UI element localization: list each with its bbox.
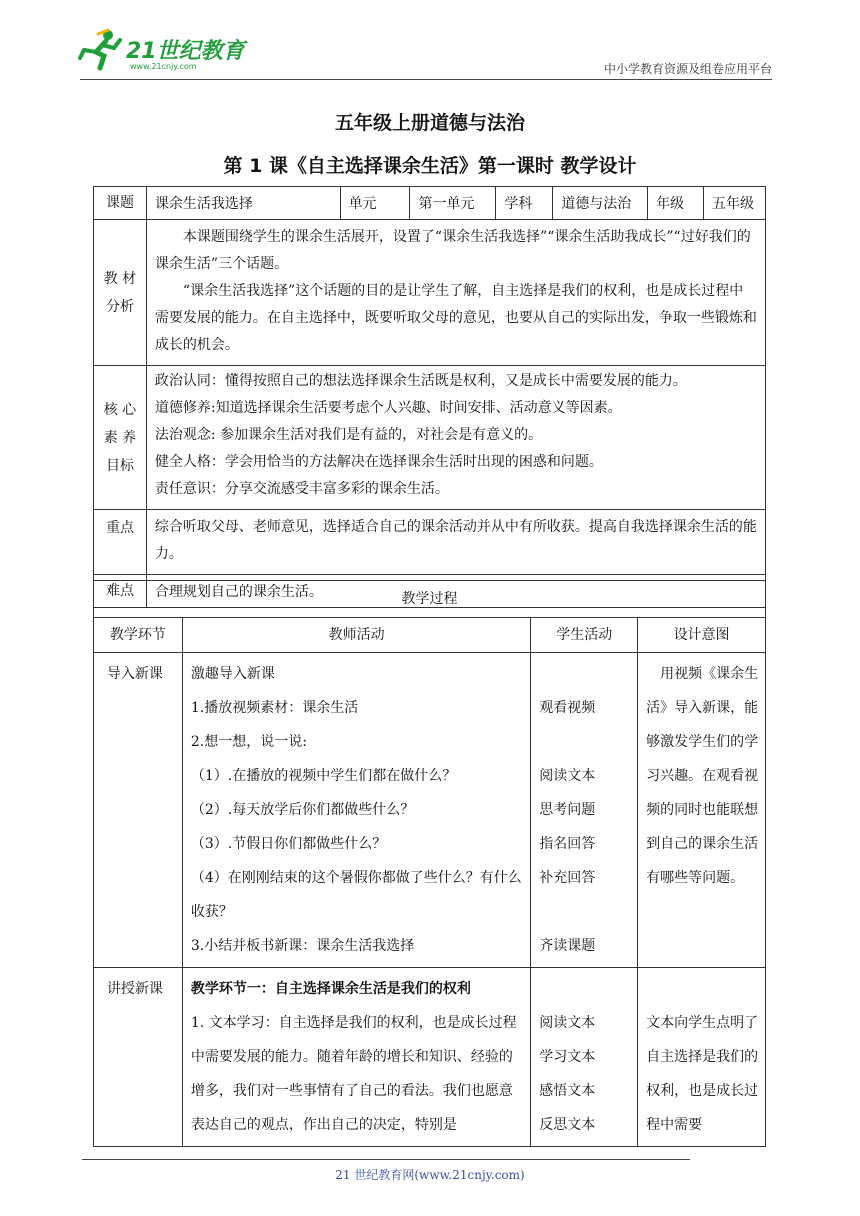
- platform-name: 中小学教育资源及组卷应用平台: [603, 62, 772, 76]
- teacher-line: （2）.每天放学后你们都做些什么？: [190, 802, 415, 818]
- goals-label: 核 心 素 养 目标: [94, 366, 147, 510]
- process-heading-row: [94, 581, 766, 618]
- student-line: 补充回答: [539, 870, 596, 886]
- student-line: [539, 657, 631, 691]
- topic-value: 课余生活我选择: [146, 187, 340, 220]
- key-content: 综合听取父母、老师意见，选择适合自己的课余活动并从中有所收获。提高自我选择课余生活的能力。: [146, 510, 765, 575]
- logo-text: 21世纪教育: [126, 39, 245, 64]
- difficulty-label: 难点: [94, 575, 147, 608]
- goals-content: [146, 366, 765, 510]
- student-line: 阅读文本: [539, 768, 596, 784]
- teacher-line: （4）在刚刚结束的这个暑假你都做了些什么？有什么收获？: [190, 870, 522, 920]
- student-line: 观看视频: [539, 700, 596, 716]
- info-row-goals: [94, 366, 766, 510]
- unit-label: 单元: [340, 187, 410, 220]
- col-stage: 教学环节: [94, 618, 183, 653]
- student-line: [539, 895, 631, 929]
- lesson-info-table: [93, 186, 766, 608]
- runner-logo-icon: [78, 28, 124, 72]
- unit-value: 第一单元: [410, 187, 496, 220]
- footer-link[interactable]: 21 世纪教育网(www.21cnjy.com): [335, 1168, 525, 1182]
- student-line: 学习文本: [539, 1049, 596, 1065]
- stage-new-lesson: 讲授新课: [94, 968, 183, 1147]
- teaching-process-table: [93, 580, 766, 1147]
- lesson-title: 第 1 课《自主选择课余生活》第一课时 教学设计: [223, 155, 637, 177]
- student-line: 感悟文本: [539, 1083, 596, 1099]
- page-header: [0, 0, 860, 80]
- student-line: [539, 725, 631, 759]
- teacher-line: 1.播放视频素材：课余生活: [190, 700, 359, 716]
- student-line: 齐读课题: [539, 938, 596, 954]
- goal-item: 政治认同：懂得按照自己的想法选择课余生活既是权利，又是成长中需要发展的能力。: [154, 373, 687, 389]
- page-title: 五年级上册道德与法治: [334, 112, 525, 134]
- process-row-new-lesson: [94, 968, 766, 1147]
- info-row-key: [94, 510, 766, 575]
- col-intent: 设计意图: [638, 618, 766, 653]
- process-row-intro: [94, 653, 766, 968]
- col-student: 学生活动: [531, 618, 638, 653]
- goal-item: 法治观念: 参加课余生活对我们是有益的，对社会是有意义的。: [154, 427, 543, 443]
- student-activity-intro: [531, 653, 638, 968]
- design-intent-new-lesson: 文本向学生点明了自主选择是我们的权利，也是成长过程中需要: [638, 968, 766, 1147]
- student-line: [539, 972, 631, 1006]
- student-line: 反思文本: [539, 1117, 596, 1133]
- analysis-label: 教 材 分析: [94, 220, 147, 366]
- teacher-line: （3）.节假日你们都做些什么？: [190, 836, 387, 852]
- section-heading: 教学环节一：自主选择课余生活是我们的权利: [190, 981, 471, 997]
- site-logo: [78, 28, 258, 74]
- info-row-analysis: [94, 220, 766, 366]
- teacher-line: 激趣导入新课: [190, 666, 275, 682]
- analysis-content: [146, 220, 765, 366]
- subject-label: 学科: [496, 187, 553, 220]
- col-teacher: 教师活动: [182, 618, 530, 653]
- logo-url: www.21cnjy.com: [130, 62, 197, 71]
- student-line: 指名回答: [539, 836, 596, 852]
- stage-intro: 导入新课: [94, 653, 183, 968]
- analysis-paragraph-2: “课余生活我选择”这个话题的目的是让学生了解，自主选择是我们的权利，也是成长过程中需要发展的能力。在自主选择中，既要听取父母的意见，也要从自己的实际出发，争取一些锻炼和成长的机会。: [154, 283, 757, 353]
- goal-item: 健全人格：学会用恰当的方法解决在选择课余生活时出现的困惑和问题。: [154, 454, 603, 470]
- subject-value: 道德与法治: [553, 187, 648, 220]
- topic-label: 课题: [94, 187, 147, 220]
- analysis-paragraph-1: 本课题围绕学生的课余生活展开，设置了“课余生活我选择”“课余生活助我成长”“过好我们的课余生活”三个话题。: [154, 229, 751, 272]
- teacher-activity-intro: [182, 653, 530, 968]
- key-label: 重点: [94, 510, 147, 575]
- difficulty-content: 合理规划自己的课余生活。: [146, 575, 765, 608]
- design-intent-intro: 用视频《课余生活》导入新课，能够激发学生们的学习兴趣。在观看视频的同时也能联想到自己的课余生活有哪些等问题。: [638, 653, 766, 968]
- teacher-line: （1）.在播放的视频中学生们都在做什么？: [190, 768, 457, 784]
- goal-item: 责任意识：分享交流感受丰富多彩的课余生活。: [154, 481, 449, 497]
- student-activity-new-lesson: [531, 968, 638, 1147]
- teacher-text: 1. 文本学习：自主选择是我们的权利，也是成长过程中需要发展的能力。随着年龄的增长和知识、经验的增多，我们对一些事情有了自己的看法。我们也愿意表达自己的观点，作出自己的决定，特别是: [190, 1015, 517, 1133]
- student-line: 思考问题: [539, 802, 596, 818]
- teacher-activity-new-lesson: [182, 968, 530, 1147]
- footer-divider: [82, 1159, 690, 1160]
- teacher-line: 2.想一想，说一说:: [190, 734, 307, 750]
- process-column-row: [94, 618, 766, 653]
- grade-label: 年级: [648, 187, 704, 220]
- header-divider: [80, 79, 772, 80]
- teacher-line: 3.小结并板书新课：课余生活我选择: [190, 938, 415, 954]
- student-line: 阅读文本: [539, 1015, 596, 1031]
- goal-item: 道德修养:知道选择课余生活要考虑个人兴趣、时间安排、活动意义等因素。: [154, 400, 622, 416]
- info-row-topic: [94, 187, 766, 220]
- process-heading: 教学过程: [94, 581, 766, 618]
- grade-value: 五年级: [704, 187, 766, 220]
